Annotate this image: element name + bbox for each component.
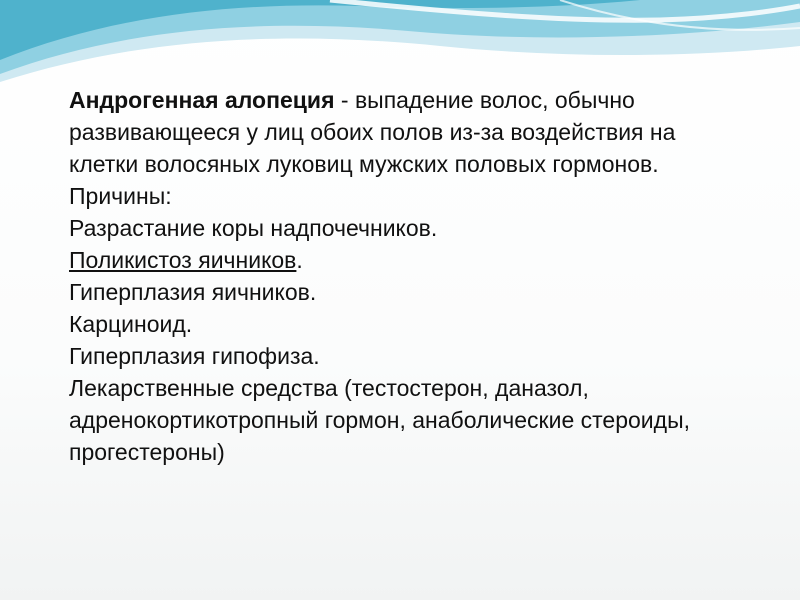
definition-paragraph bbox=[69, 84, 749, 212]
term-heading: Андрогенная алопеция bbox=[69, 87, 335, 113]
cause-item: Лекарственные средства (тестостерон, даназол, адренокортикотропный гормон, анаболические стероиды, прогестероны) bbox=[69, 375, 690, 465]
cause-item: Гиперплазия гипофиза. bbox=[69, 343, 320, 369]
cause-suffix: . bbox=[296, 247, 303, 273]
slide-body bbox=[69, 84, 749, 468]
cause-item: Гиперплазия яичников. bbox=[69, 279, 317, 305]
cause-item: Разрастание коры надпочечников. bbox=[69, 215, 438, 241]
cause-item bbox=[69, 244, 749, 276]
definition-text: - выпадение волос, обычно развивающееся у лиц обоих полов из-за воздействия на клетки волосяных луковиц мужских половых гормонов. Причины: bbox=[69, 87, 676, 209]
cause-link[interactable]: Поликистоз яичников bbox=[69, 247, 297, 273]
cause-item: Карциноид. bbox=[69, 311, 193, 337]
